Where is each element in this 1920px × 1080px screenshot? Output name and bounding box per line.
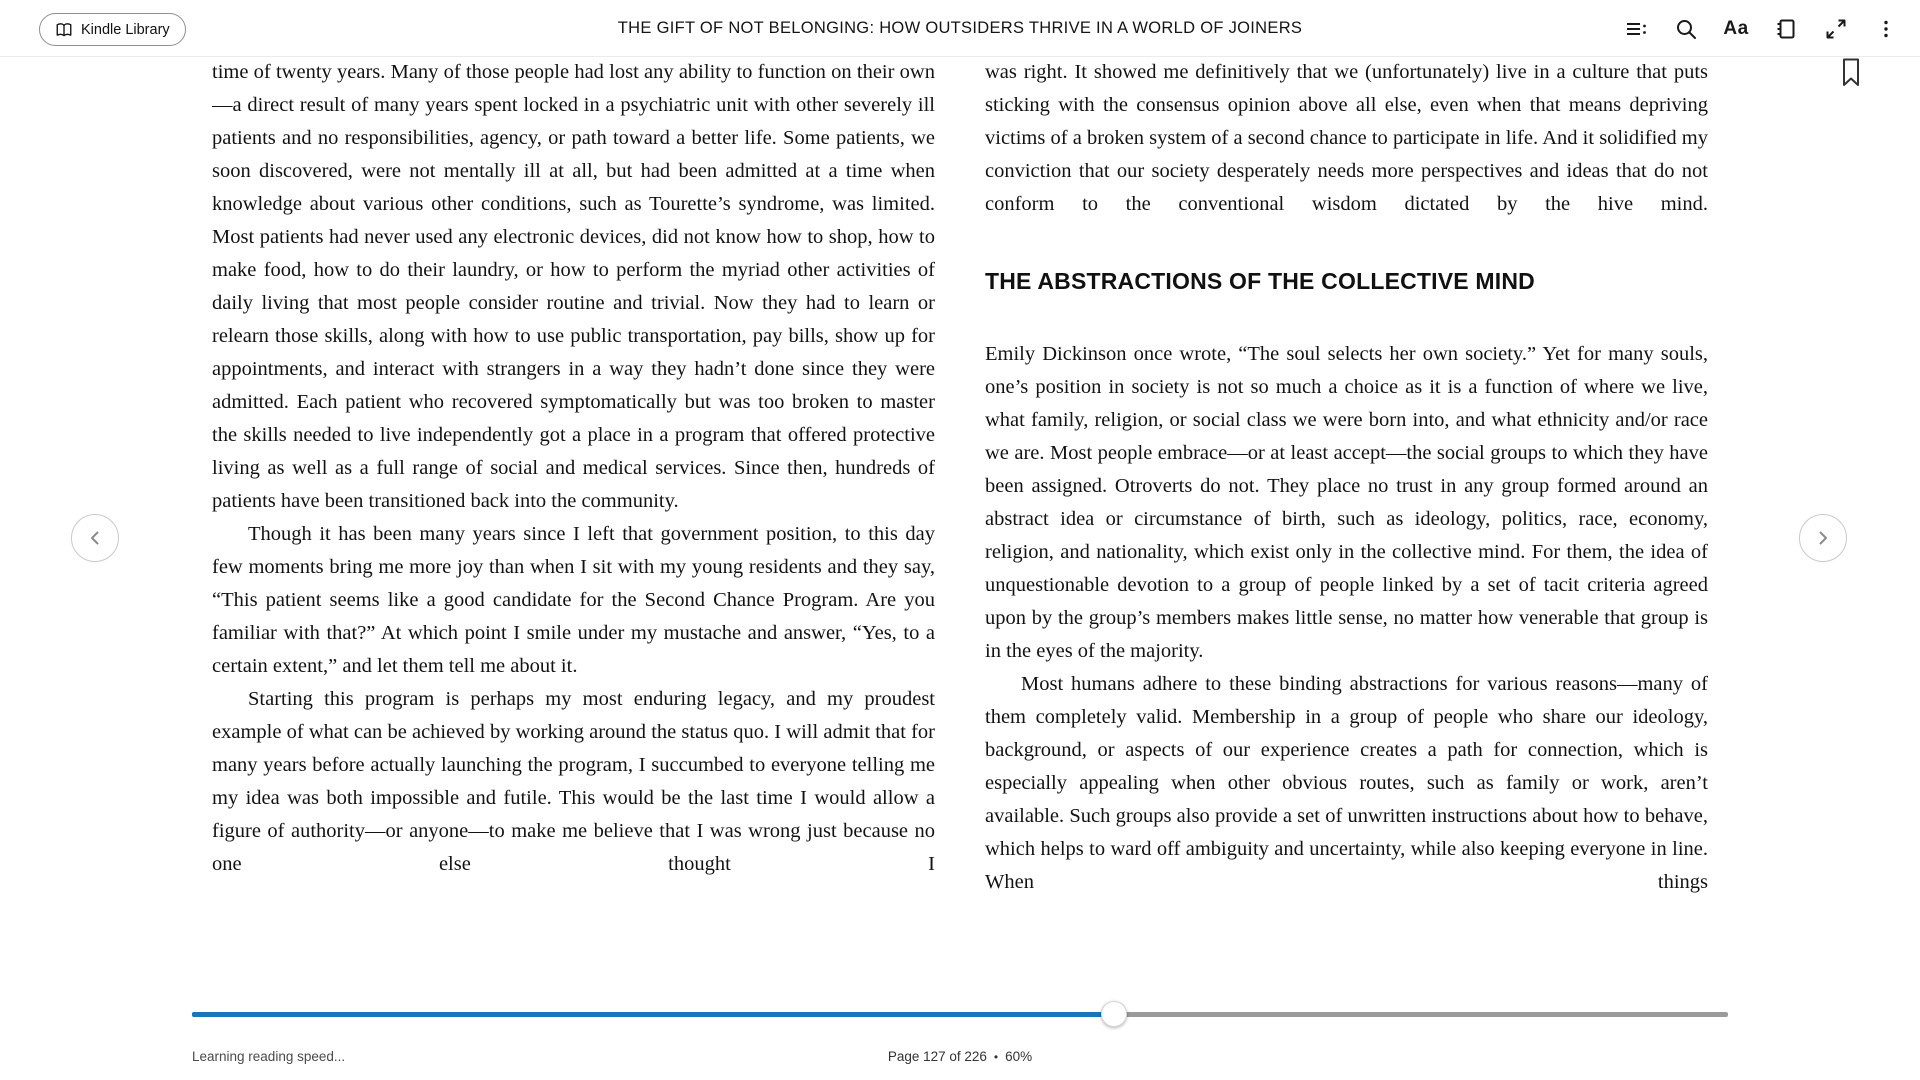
section-heading: THE ABSTRACTIONS OF THE COLLECTIVE MIND	[985, 268, 1535, 294]
search-icon[interactable]	[1674, 17, 1698, 41]
page-column-left	[212, 56, 935, 992]
fullscreen-icon[interactable]	[1824, 17, 1848, 41]
font-settings-icon[interactable]: Aa	[1723, 17, 1749, 39]
page-location-status	[0, 1049, 1920, 1064]
paragraph: Starting this program is perhaps my most enduring legacy, and my proudest example of what can be achieved by working around the status quo. I will admit that for many years before actually launching the program, I succumbed to everyone telling me my idea was both impossible and futile. This would be the last time I would allow a figure of authority—or anyone—to make me believe that I was wrong just because no one else thought I	[212, 688, 935, 875]
percent-read-label: 60%	[1005, 1049, 1033, 1064]
toolbar-icon-group	[1624, 0, 1898, 57]
page-number-label: Page 127 of 226	[887, 1049, 987, 1064]
separator-dot: •	[993, 1050, 999, 1064]
paragraph: was right. It showed me definitively that we (unfortunately) live in a culture that puts sticking with the consensus opinion above all else, even when that means depriving victims of a broken system of a second chance to participate in life. And it solidified my conviction that our society desperately needs more perspectives and ideas that do not conform to the conventional wisdom dictated by the hive mind.	[985, 61, 1708, 215]
reading-progress-slider[interactable]	[192, 1003, 1728, 1025]
slider-thumb[interactable]	[1101, 1001, 1127, 1027]
paragraph: Emily Dickinson once wrote, “The soul selects her own society.” Yet for many souls, one’s position in society is not so much a choice as it is a function of where we live, what family, religion, or social class we were born into, and what ethnicity and/or race we are. Most people embrace—or at least accept—the social groups to which they have been assigned. Otroverts do not. They place no trust in any group formed around an abstract idea or circumstance of birth, such as ideology, politics, race, economy, religion, and nationality, which exist only in the collective mind. For them, the idea of unquestionable devotion to a group of people linked by a set of tacit criteria agreed upon by the group’s members makes little sense, no matter how venerable that group is in the eyes of the majority.	[985, 343, 1708, 662]
top-toolbar	[0, 0, 1920, 57]
toc-icon[interactable]	[1624, 17, 1648, 41]
page-column-right	[985, 56, 1708, 992]
kindle-library-label: Kindle Library	[81, 21, 170, 38]
more-options-icon[interactable]	[1874, 17, 1898, 41]
next-page-button[interactable]	[1799, 514, 1847, 562]
bookmark-icon[interactable]	[1842, 58, 1860, 92]
open-book-icon	[55, 22, 73, 38]
previous-page-button[interactable]	[71, 514, 119, 562]
paragraph: time of twenty years. Many of those people had lost any ability to function on their own—a direct result of many years spent locked in a psychiatric unit with other severely ill patients and no responsibilities, agency, or path toward a better life. Some patients, we soon discovered, were not mentally ill at all, but had been admitted at a time when knowledge about various other conditions, such as Tourette’s syndrome, was limited. Most patients had never used any electronic devices, did not know how to shop, how to make food, how to do their laundry, or how to perform the myriad other activities of daily living that most people consider routine and trivial. Now they had to learn or relearn those skills, along with how to use public transportation, pay bills, show up for appointments, and interact with strangers in a way they hadn’t done since they were admitted. Each patient who recovered symptomatically but was too broken to master the skills needed to live independently got a place in a program that offered protective living as well as a full range of social and medical services. Since then, hundreds of patients have been transitioned back into the community.	[212, 61, 935, 512]
paragraph: Though it has been many years since I left that government position, to this day few moments bring me more joy than when I sit with my young residents and they say, “This patient seems like a good candidate for the Second Chance Program. Are you familiar with that?” At which point I smile under my mustache and answer, “Yes, to a certain extent,” and let them tell me about it.	[212, 523, 935, 677]
slider-fill	[192, 1012, 1114, 1017]
reading-speed-status: Learning reading speed...	[192, 1049, 346, 1064]
kindle-library-button[interactable]	[39, 13, 186, 46]
notebook-icon[interactable]	[1774, 17, 1798, 41]
book-title: THE GIFT OF NOT BELONGING: HOW OUTSIDERS THRIVE IN A WORLD OF JOINERS	[617, 19, 1303, 37]
paragraph: Most humans adhere to these binding abstractions for various reasons—many of them completely valid. Membership in a group of people who share our ideology, background, or aspects of our experience creates a path for connection, which is especially appealing when other obvious routes, such as family or work, aren’t available. Such groups also provide a set of unwritten instructions about how to behave, which helps to ward off ambiguity and uncertainty, while also keeping everyone in line. When things	[985, 673, 1708, 893]
